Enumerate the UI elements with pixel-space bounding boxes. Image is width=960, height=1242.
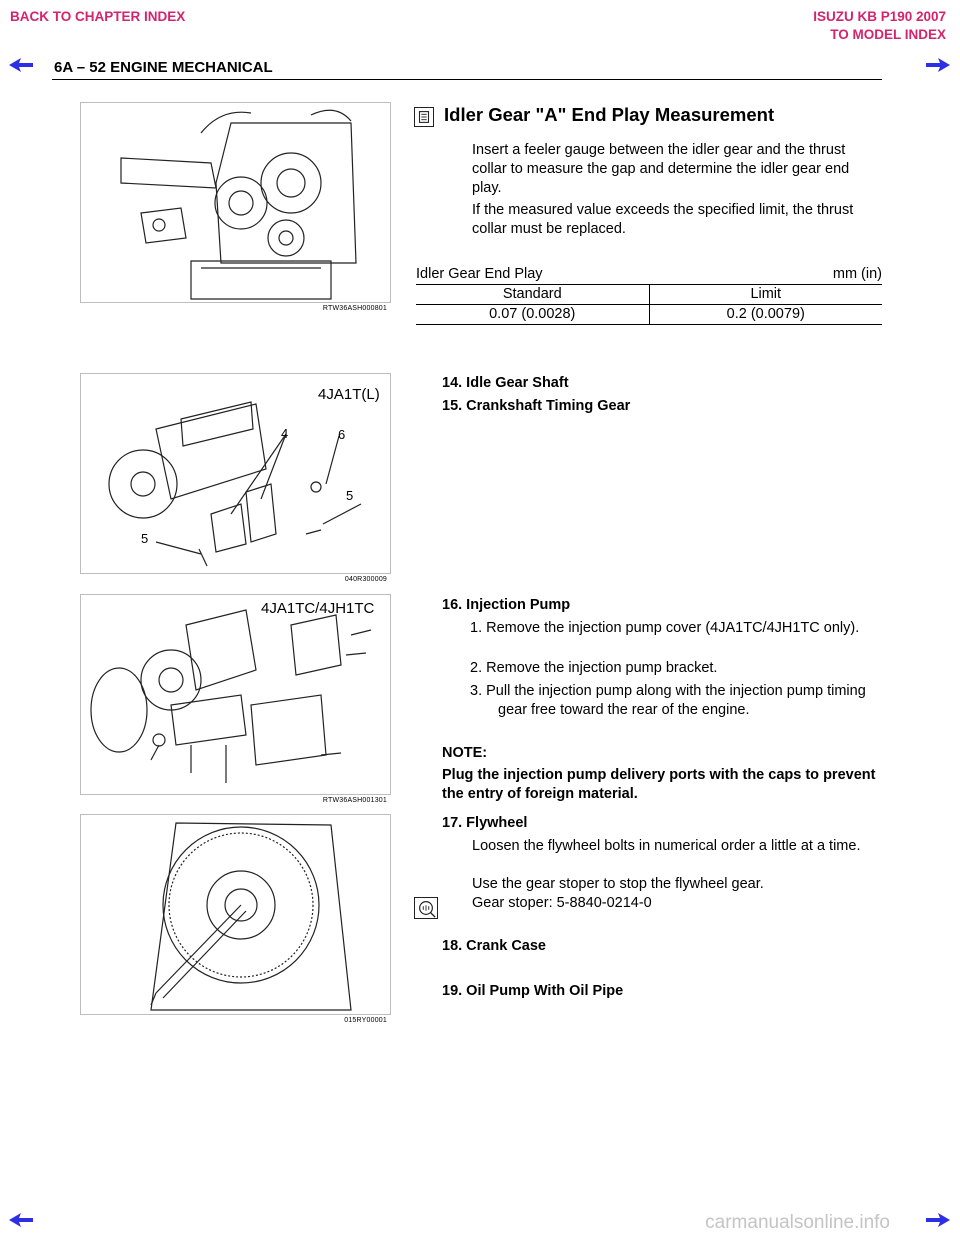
measure-tool-icon bbox=[414, 107, 434, 127]
callout-5-left: 5 bbox=[141, 531, 149, 546]
page-header-title: 6A – 52 ENGINE MECHANICAL bbox=[54, 59, 273, 76]
figure-model-label: 4JA1T(L) bbox=[318, 386, 380, 403]
measurement-instruction: Insert a feeler gauge between the idler gear and the thrust collar to measure the gap and determine the idler gear end play. bbox=[472, 142, 850, 196]
cell-standard-value: 0.07 (0.0028) bbox=[489, 306, 576, 322]
callout-6: 6 bbox=[338, 427, 346, 442]
figure-code: RTW36ASH001301 bbox=[322, 797, 387, 804]
header-divider bbox=[52, 79, 882, 80]
table-unit: mm (in) bbox=[832, 266, 882, 282]
step-17-text-3: Gear stoper: 5-8840-0214-0 bbox=[472, 895, 652, 911]
step-17-text-1: Loosen the flywheel bolts in numerical order a little at a time. bbox=[472, 838, 861, 854]
step-16: 16. Injection Pump bbox=[442, 597, 571, 613]
measurement-limit-note: If the measured value exceeds the specified limit, the thrust collar must be replaced. bbox=[472, 202, 854, 237]
special-tool-icon bbox=[414, 897, 438, 919]
prev-page-arrow-icon[interactable] bbox=[8, 57, 34, 73]
figure-flywheel bbox=[80, 814, 391, 1024]
step-17-text-2: Use the gear stoper to stop the flywheel gear. bbox=[472, 876, 764, 892]
engine-front-illustration bbox=[81, 103, 390, 302]
step-16-item-1: 1. Remove the injection pump cover (4JA1TC/4JH1TC only). bbox=[470, 620, 860, 636]
next-page-arrow-icon-bottom[interactable] bbox=[925, 1212, 951, 1228]
step-16-item-3: 3. Pull the injection pump along with the injection pump timing gear free toward the rear of the engine. bbox=[470, 683, 866, 718]
injection-pump-bracket-illustration bbox=[81, 374, 390, 573]
figure-model-label: 4JA1TC/4JH1TC bbox=[261, 600, 375, 617]
watermark: carmanualsonline.info bbox=[705, 1212, 890, 1233]
back-to-chapter-index-link[interactable]: BACK TO CHAPTER INDEX bbox=[10, 9, 186, 24]
step-17: 17. Flywheel bbox=[442, 815, 528, 831]
step-14: 14. Idle Gear Shaft bbox=[442, 375, 569, 391]
figure-injection-pump-bracket bbox=[80, 373, 391, 583]
figure-code: RTW36ASH000801 bbox=[322, 305, 387, 312]
step-19: 19. Oil Pump With Oil Pipe bbox=[442, 983, 624, 999]
next-page-arrow-icon[interactable] bbox=[925, 57, 951, 73]
end-play-spec-table bbox=[416, 266, 882, 325]
note-label: NOTE: bbox=[442, 745, 488, 761]
section-title: Idler Gear "A" End Play Measurement bbox=[444, 104, 775, 125]
step-15: 15. Crankshaft Timing Gear bbox=[442, 398, 631, 414]
step-18: 18. Crank Case bbox=[442, 938, 546, 954]
callout-5-right: 5 bbox=[346, 488, 354, 503]
step-16-item-2: 2. Remove the injection pump bracket. bbox=[470, 660, 718, 676]
table-row bbox=[416, 304, 882, 325]
table-caption: Idler Gear End Play bbox=[416, 266, 543, 282]
figure-code: 015RY00001 bbox=[344, 1017, 387, 1024]
callout-4: 4 bbox=[281, 426, 289, 441]
figure-injection-pump-removal bbox=[80, 594, 391, 804]
figure-code: 040R300009 bbox=[344, 576, 387, 583]
injection-pump-exploded-illustration bbox=[81, 595, 390, 794]
header-limit: Limit bbox=[649, 285, 883, 304]
to-model-index-link[interactable]: TO MODEL INDEX bbox=[830, 27, 946, 42]
table-header-row bbox=[416, 284, 882, 304]
note-text: Plug the injection pump delivery ports with the caps to prevent the entry of foreign material. bbox=[442, 767, 876, 802]
figure-idler-gear-measurement bbox=[80, 102, 391, 312]
model-title-link[interactable]: ISUZU KB P190 2007 bbox=[813, 9, 946, 24]
cell-limit-value: 0.2 (0.0079) bbox=[649, 305, 883, 324]
flywheel-illustration bbox=[81, 815, 390, 1014]
prev-page-arrow-icon-bottom[interactable] bbox=[8, 1212, 34, 1228]
header-standard: Standard bbox=[502, 286, 562, 302]
